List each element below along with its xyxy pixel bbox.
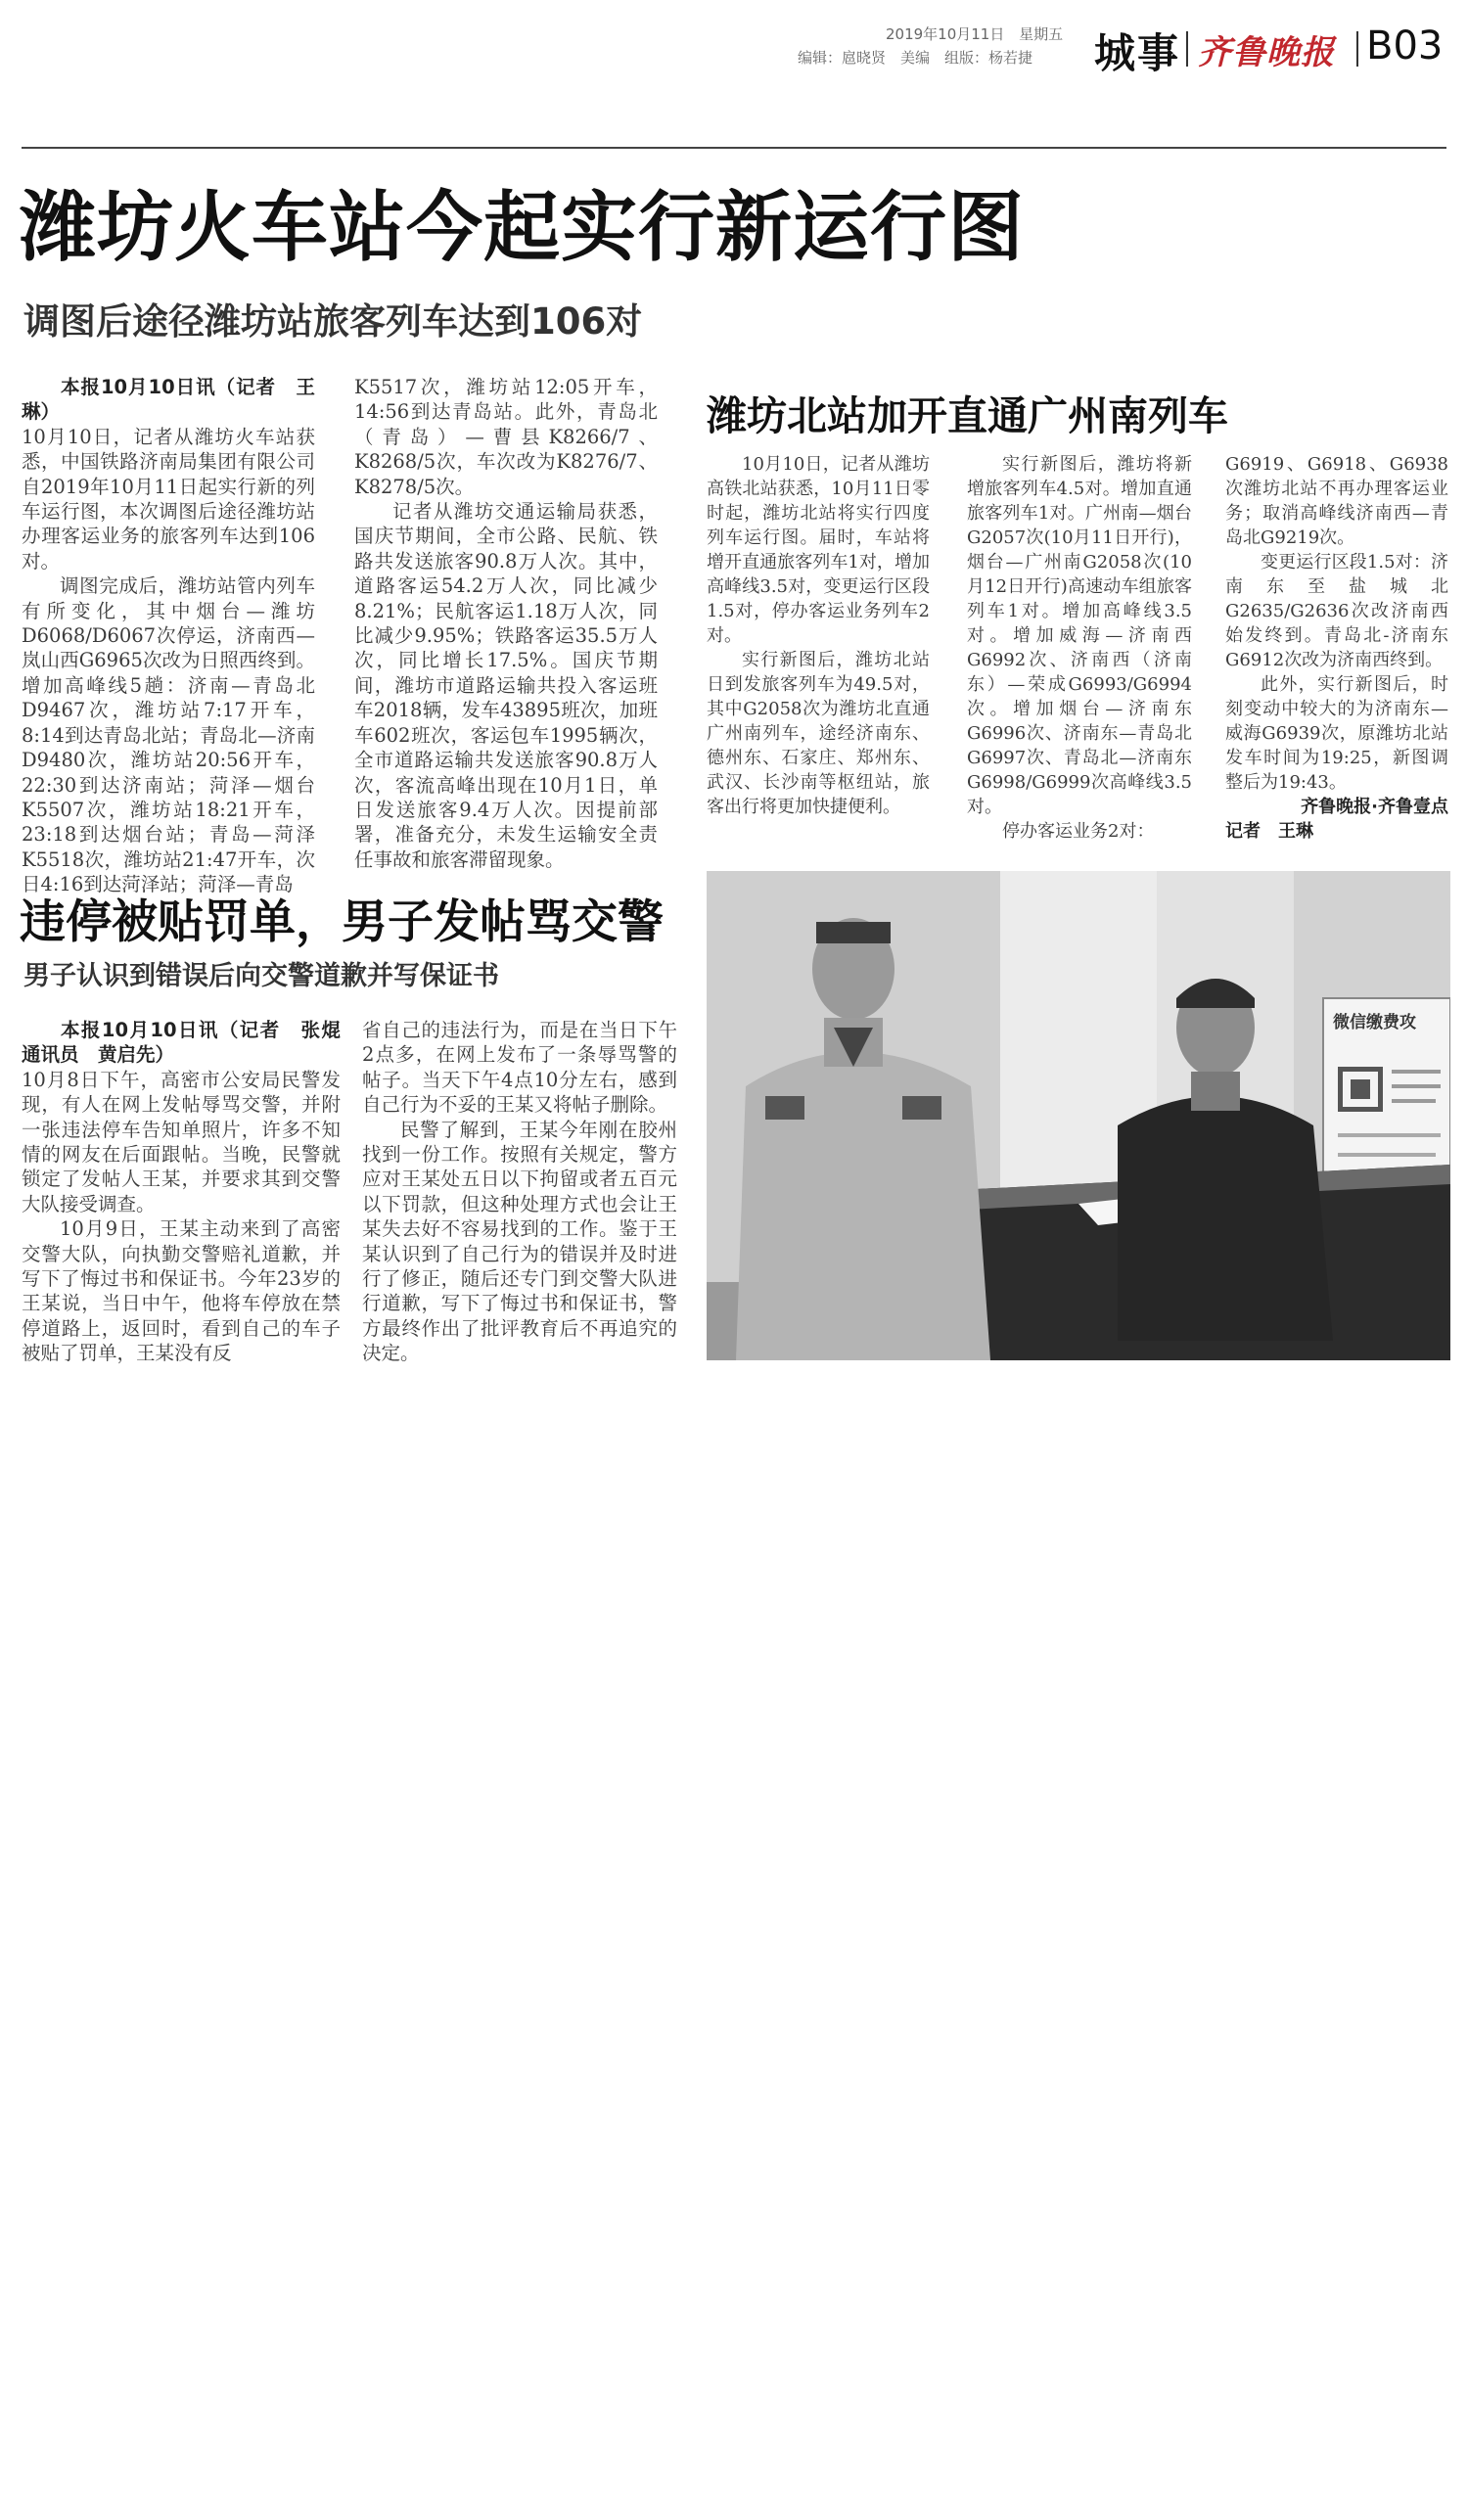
article2-paragraph: 实行新图后，潍坊北站日到发旅客列车为49.5对，其中G2058次为潍坊北直通广州南列车，途经济南东、德州东、石家庄、郑州东、武汉、长沙南等枢纽站，旅客出行将更加快捷便利。	[707, 650, 930, 817]
article3-paragraph: 省自己的违法行为，而是在当日下午2点多，在网上发布了一条辱骂警的帖子。当天下午4点10分左右，感到自己行为不妥的王某又将帖子删除。	[362, 1019, 677, 1117]
article1-paragraph: K5517次，潍坊站12:05开车，14:56到达青岛站。此外，青岛北（青岛）—曹县K8266/7、K8268/5次，车次改为K8276/7、K8278/5次。	[354, 376, 658, 498]
article2-byline-org: 齐鲁晚报·齐鲁壹点	[1301, 797, 1448, 817]
article3-subhead: 男子认识到错误后向交警道歉并写保证书	[23, 961, 499, 991]
header-weekday: 星期五	[1019, 25, 1064, 43]
header-date-line	[886, 23, 1101, 44]
header-credits: 编辑：扈晓贤 美编 组版：杨若捷	[798, 49, 1033, 67]
article1-paragraph: 10月10日，记者从潍坊火车站获悉，中国铁路济南局集团有限公司自2019年10月11日起实行新的列车运行图，本次调图后途径潍坊站办理客运业务的旅客列车达到106对。	[22, 425, 315, 573]
article2-paragraph: 变更运行区段1.5对：济南东至盐城北G2635/G2636次改济南西始发终到。青岛北-济南东G6912次改为济南西终到。	[1225, 552, 1448, 670]
page-number: B03	[1366, 23, 1444, 69]
article3-headline: 违停被贴罚单，男子发帖骂交警	[20, 895, 664, 949]
article2-paragraph: 实行新图后，潍坊将新增旅客列车4.5对。增加直通旅客列车1对。广州南—烟台G2057次(10月11日开行)，烟台—广州南G2058次(10月12日开行)高速动车组旅客列车1对。增加高峰线3.5对。增加威海—济南西G6992次、济南西（济南东）—荣成G6993/G6994次。增加烟台—济南东G6996次、济南东—青岛北G6997次、青岛北—济南东G6998/G6999次高峰线3.5对。	[967, 454, 1192, 817]
newspaper-logo: 齐鲁晚报	[1198, 33, 1335, 72]
article2-byline-name: 记者 王琳	[1225, 821, 1313, 842]
article1-headline: 潍坊火车站今起实行新运行图	[20, 184, 1026, 272]
article1-paragraph: 调图完成后，潍坊站管内列车有所变化，其中烟台—潍坊D6068/D6067次停运，济南西—岚山西G6965次改为日照西终到。增加高峰线5趟：济南—青岛北D9467次，潍坊站7:17开车，8:14到达青岛北站；青岛北—济南D9480次，潍坊站20:56开车，22:30到达济南站；菏泽—烟台K5507次，潍坊站18:21开车，23:18到达烟台站；青岛—菏泽K5518次，潍坊站21:47开车，次日4:16到达菏泽站；菏泽—青岛	[22, 574, 315, 896]
header-divider-2	[1356, 31, 1358, 67]
header-rule	[22, 147, 1446, 149]
article3-dateline: 本报10月10日讯（记者 张焜 通讯员 黄启先）	[22, 1019, 360, 1067]
article2-column-2	[967, 452, 1192, 844]
article2-column-3	[1225, 452, 1448, 844]
news-photo-scene	[707, 871, 1450, 1360]
article2-column-1	[707, 452, 930, 819]
section-title: 城事	[1094, 29, 1181, 77]
article2-paragraph: 停办客运业务2对：	[1002, 821, 1155, 842]
article3-paragraph: 民警了解到，王某今年刚在胶州找到一份工作。按照有关规定，警方应对王某处五日以下拘留或者五百元以下罚款，但这种处理方式也会让王某失去好不容易找到的工作。鉴于王某认识到了自己行为的错误并及时进行了修正，随后还专门到交警大队进行道歉，写下了悔过书和保证书，警方最终作出了批评教育后不再追究的决定。	[362, 1118, 677, 1365]
photo-sign-text: 微信缴费攻	[1333, 1013, 1416, 1032]
article1-column-2	[354, 375, 658, 872]
article2-headline: 潍坊北站加开直通广州南列车	[707, 392, 1228, 439]
article2-paragraph: G6919、G6918、G6938次潍坊北站不再办理客运业务；取消高峰线济南西—青岛北G9219次。	[1225, 454, 1448, 548]
article2-paragraph: 此外，实行新图后，时刻变动中较大的为济南东—威海G6939次，原潍坊北站发车时间为19:25，新图调整后为19:43。	[1225, 674, 1448, 793]
header-date: 2019年10月11日	[886, 25, 1005, 43]
article1-subhead: 调图后途径潍坊站旅客列车达到106对	[23, 300, 643, 343]
news-photo	[707, 871, 1450, 1360]
article1-dateline: 本报10月10日讯（记者 王琳）	[22, 376, 315, 424]
article3-paragraph: 10月9日，王某主动来到了高密交警大队，向执勤交警赔礼道歉，并写下了悔过书和保证书。今年23岁的王某说，当日中午，他将车停放在禁停道路上，返回时，看到自己的车子被贴了罚单，王某没有反	[22, 1217, 341, 1365]
article2-paragraph: 10月10日，记者从潍坊高铁北站获悉，10月11日零时起，潍坊北站将实行四度列车运行图。届时，车站将增开直通旅客列车1对，增加高峰线3.5对，变更运行区段1.5对，停办客运业务列车2对。	[707, 454, 930, 646]
header-divider-1	[1186, 31, 1188, 67]
article1-column-1	[22, 375, 315, 897]
article3-paragraph: 10月8日下午，高密市公安局民警发现，有人在网上发帖辱骂交警，并附一张违法停车告知单照片，许多不知情的网友在后面跟帖。当晚，民警就锁定了发帖人王某，并要求其到交警大队接受调查。	[22, 1068, 341, 1215]
article3-column-1	[22, 1018, 360, 1366]
article1-paragraph: 记者从潍坊交通运输局获悉，国庆节期间，全市公路、民航、铁路共发送旅客90.8万人次。其中，道路客运54.2万人次，同比减少8.21%；民航客运1.18万人次，同比减少9.95%；铁路客运35.5万人次，同比增长17.5%。国庆节期间，潍坊市道路运输共投入客运班车2018辆，发车43895班次，加班车602班次，客运包车1995辆次，全市道路运输共发送旅客90.8万人次，客流高峰出现在10月1日，单日发送旅客9.4万人次。因提前部署，准备充分，未发生运输安全责任事故和旅客滞留现象。	[354, 500, 658, 871]
article3-column-2	[362, 1018, 677, 1366]
